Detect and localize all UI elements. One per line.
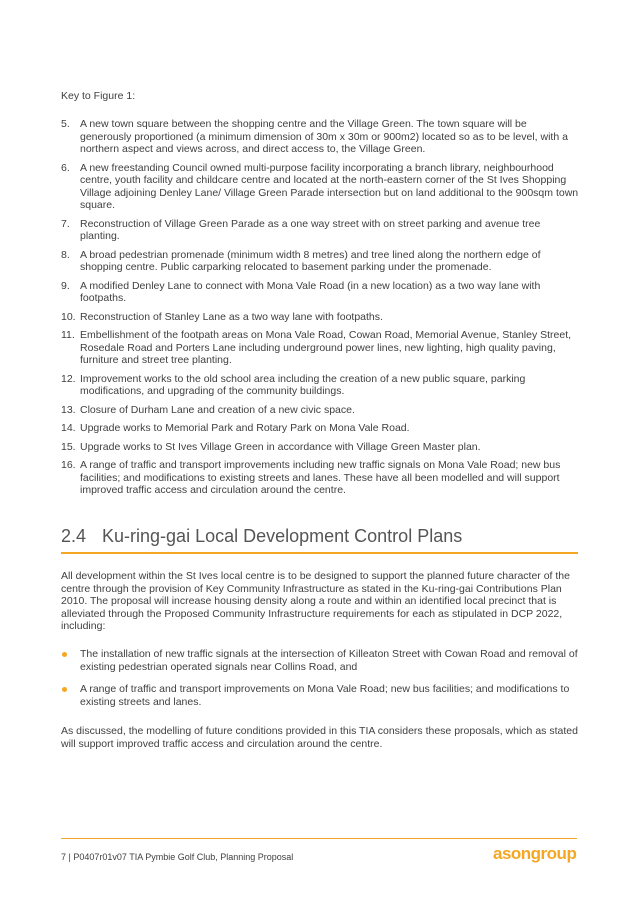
key-item-text: A broad pedestrian promenade (minimum width 8 metres) and tree lined along the northern edge of shopping centre. Public carparking relocated to basement parking under the promenade. xyxy=(80,248,541,273)
key-item xyxy=(61,373,581,398)
section-title: Ku-ring-gai Local Development Control Plans xyxy=(102,526,463,546)
bullet-dot-icon xyxy=(62,687,67,692)
key-item-text: Upgrade works to St Ives Village Green in accordance with Village Green Master plan. xyxy=(80,440,481,453)
key-item-number: 12. xyxy=(61,372,76,385)
key-item-number: 5. xyxy=(61,118,70,130)
key-item-number: 6. xyxy=(61,161,70,174)
key-item-number: 16. xyxy=(61,459,76,471)
key-item xyxy=(61,404,581,417)
key-item xyxy=(61,329,581,367)
section-heading xyxy=(61,526,578,554)
key-item xyxy=(61,249,581,274)
key-item-text: A new town square between the shopping centre and the Village Green. The town square will be generously proportioned (a minimum dimension of 30m x 30m or 900m2) located so as to be level, with a northern aspect and views across, and direct access to, the Village Green. xyxy=(80,118,568,155)
key-item-text: Improvement works to the old school area including the creation of a new public square, parking modifications, and upgrading of the community buildings. xyxy=(80,372,526,397)
bullet-item xyxy=(61,683,581,708)
key-item-number: 9. xyxy=(61,279,70,292)
footer-text: 7 | P0407r01v07 TIA Pymbie Golf Club, Planning Proposal xyxy=(61,852,294,862)
key-item-text: Upgrade works to Memorial Park and Rotary Park on Mona Vale Road. xyxy=(80,422,410,434)
key-list xyxy=(61,118,581,503)
company-logo: asongroup xyxy=(493,844,577,863)
key-item-number: 7. xyxy=(61,217,70,230)
key-item xyxy=(61,459,581,497)
footer-divider xyxy=(61,838,577,839)
intro-paragraph: All development within the St Ives local centre is to be designed to support the planned future character of the centre through the provision of Key Community Infrastructure as stated in the Ku-ring-gai Contributions Plan 2010. The proposal will increase housing density along a route and within an identified local precinct that is alleviated through the Proposed Community Infrastructure requirements for each as stipulated in DCP 2022, including: xyxy=(61,570,570,633)
key-item xyxy=(61,280,581,305)
key-item xyxy=(61,311,581,324)
key-item-text: Closure of Durham Lane and creation of a new civic space. xyxy=(80,403,355,416)
key-item-text: Embellishment of the footpath areas on Mona Vale Road, Cowan Road, Memorial Avenue, Stanley Street, Rosedale Road and Porters Lane including underground power lines, new lighting, high quality paving, furniture and street tree planting. xyxy=(80,329,572,366)
key-item xyxy=(61,218,581,243)
key-item xyxy=(61,441,581,454)
section-number: 2.4 xyxy=(61,526,87,546)
bullet-list xyxy=(61,648,581,718)
key-item-text: Reconstruction of Stanley Lane as a two way lane with footpaths. xyxy=(80,310,383,323)
bullet-dot-icon xyxy=(62,652,67,657)
closing-paragraph: As discussed, the modelling of future conditions provided in this TIA considers these proposals, which as stated will support improved traffic access and circulation around the centre. xyxy=(61,725,578,750)
key-item xyxy=(61,422,581,435)
key-item-text: A new freestanding Council owned multi-purpose facility incorporating a branch library, neighbourhood centre, youth facility and childcare centre and located at the north-eastern corner of the St Ives Shopping Village adjoining Denley Lane/ Village Green Parade intersection but on land additional to the 900sqm town square. xyxy=(80,161,579,211)
key-item-text: Reconstruction of Village Green Parade as a one way street with on street parking and avenue tree planting. xyxy=(80,217,541,242)
bullet-item xyxy=(61,648,581,673)
key-item-number: 14. xyxy=(61,422,76,434)
key-item-text: A range of traffic and transport improvements including new traffic signals on Mona Vale Road; new bus facilities; and modifications to existing streets and lanes. These have all been modelled and will support improved traffic access and circulation around the centre. xyxy=(80,459,561,496)
bullet-text: A range of traffic and transport improvements on Mona Vale Road; new bus facilities; and modifications to existing streets and lanes. xyxy=(80,683,570,708)
key-item-number: 13. xyxy=(61,403,76,416)
key-item-text: A modified Denley Lane to connect with Mona Vale Road (in a new location) as a two way lane with footpaths. xyxy=(80,279,541,304)
bullet-text: The installation of new traffic signals at the intersection of Killeaton Street with Cowan Road and removal of existing pedestrian operated signals near Collins Road, and xyxy=(80,648,578,673)
key-item xyxy=(61,162,581,212)
key-item-number: 10. xyxy=(61,310,76,323)
key-item-number: 8. xyxy=(61,248,70,261)
key-item xyxy=(61,118,581,156)
key-item-number: 15. xyxy=(61,440,76,453)
key-item-number: 11. xyxy=(61,329,75,341)
key-heading: Key to Figure 1: xyxy=(61,90,136,102)
